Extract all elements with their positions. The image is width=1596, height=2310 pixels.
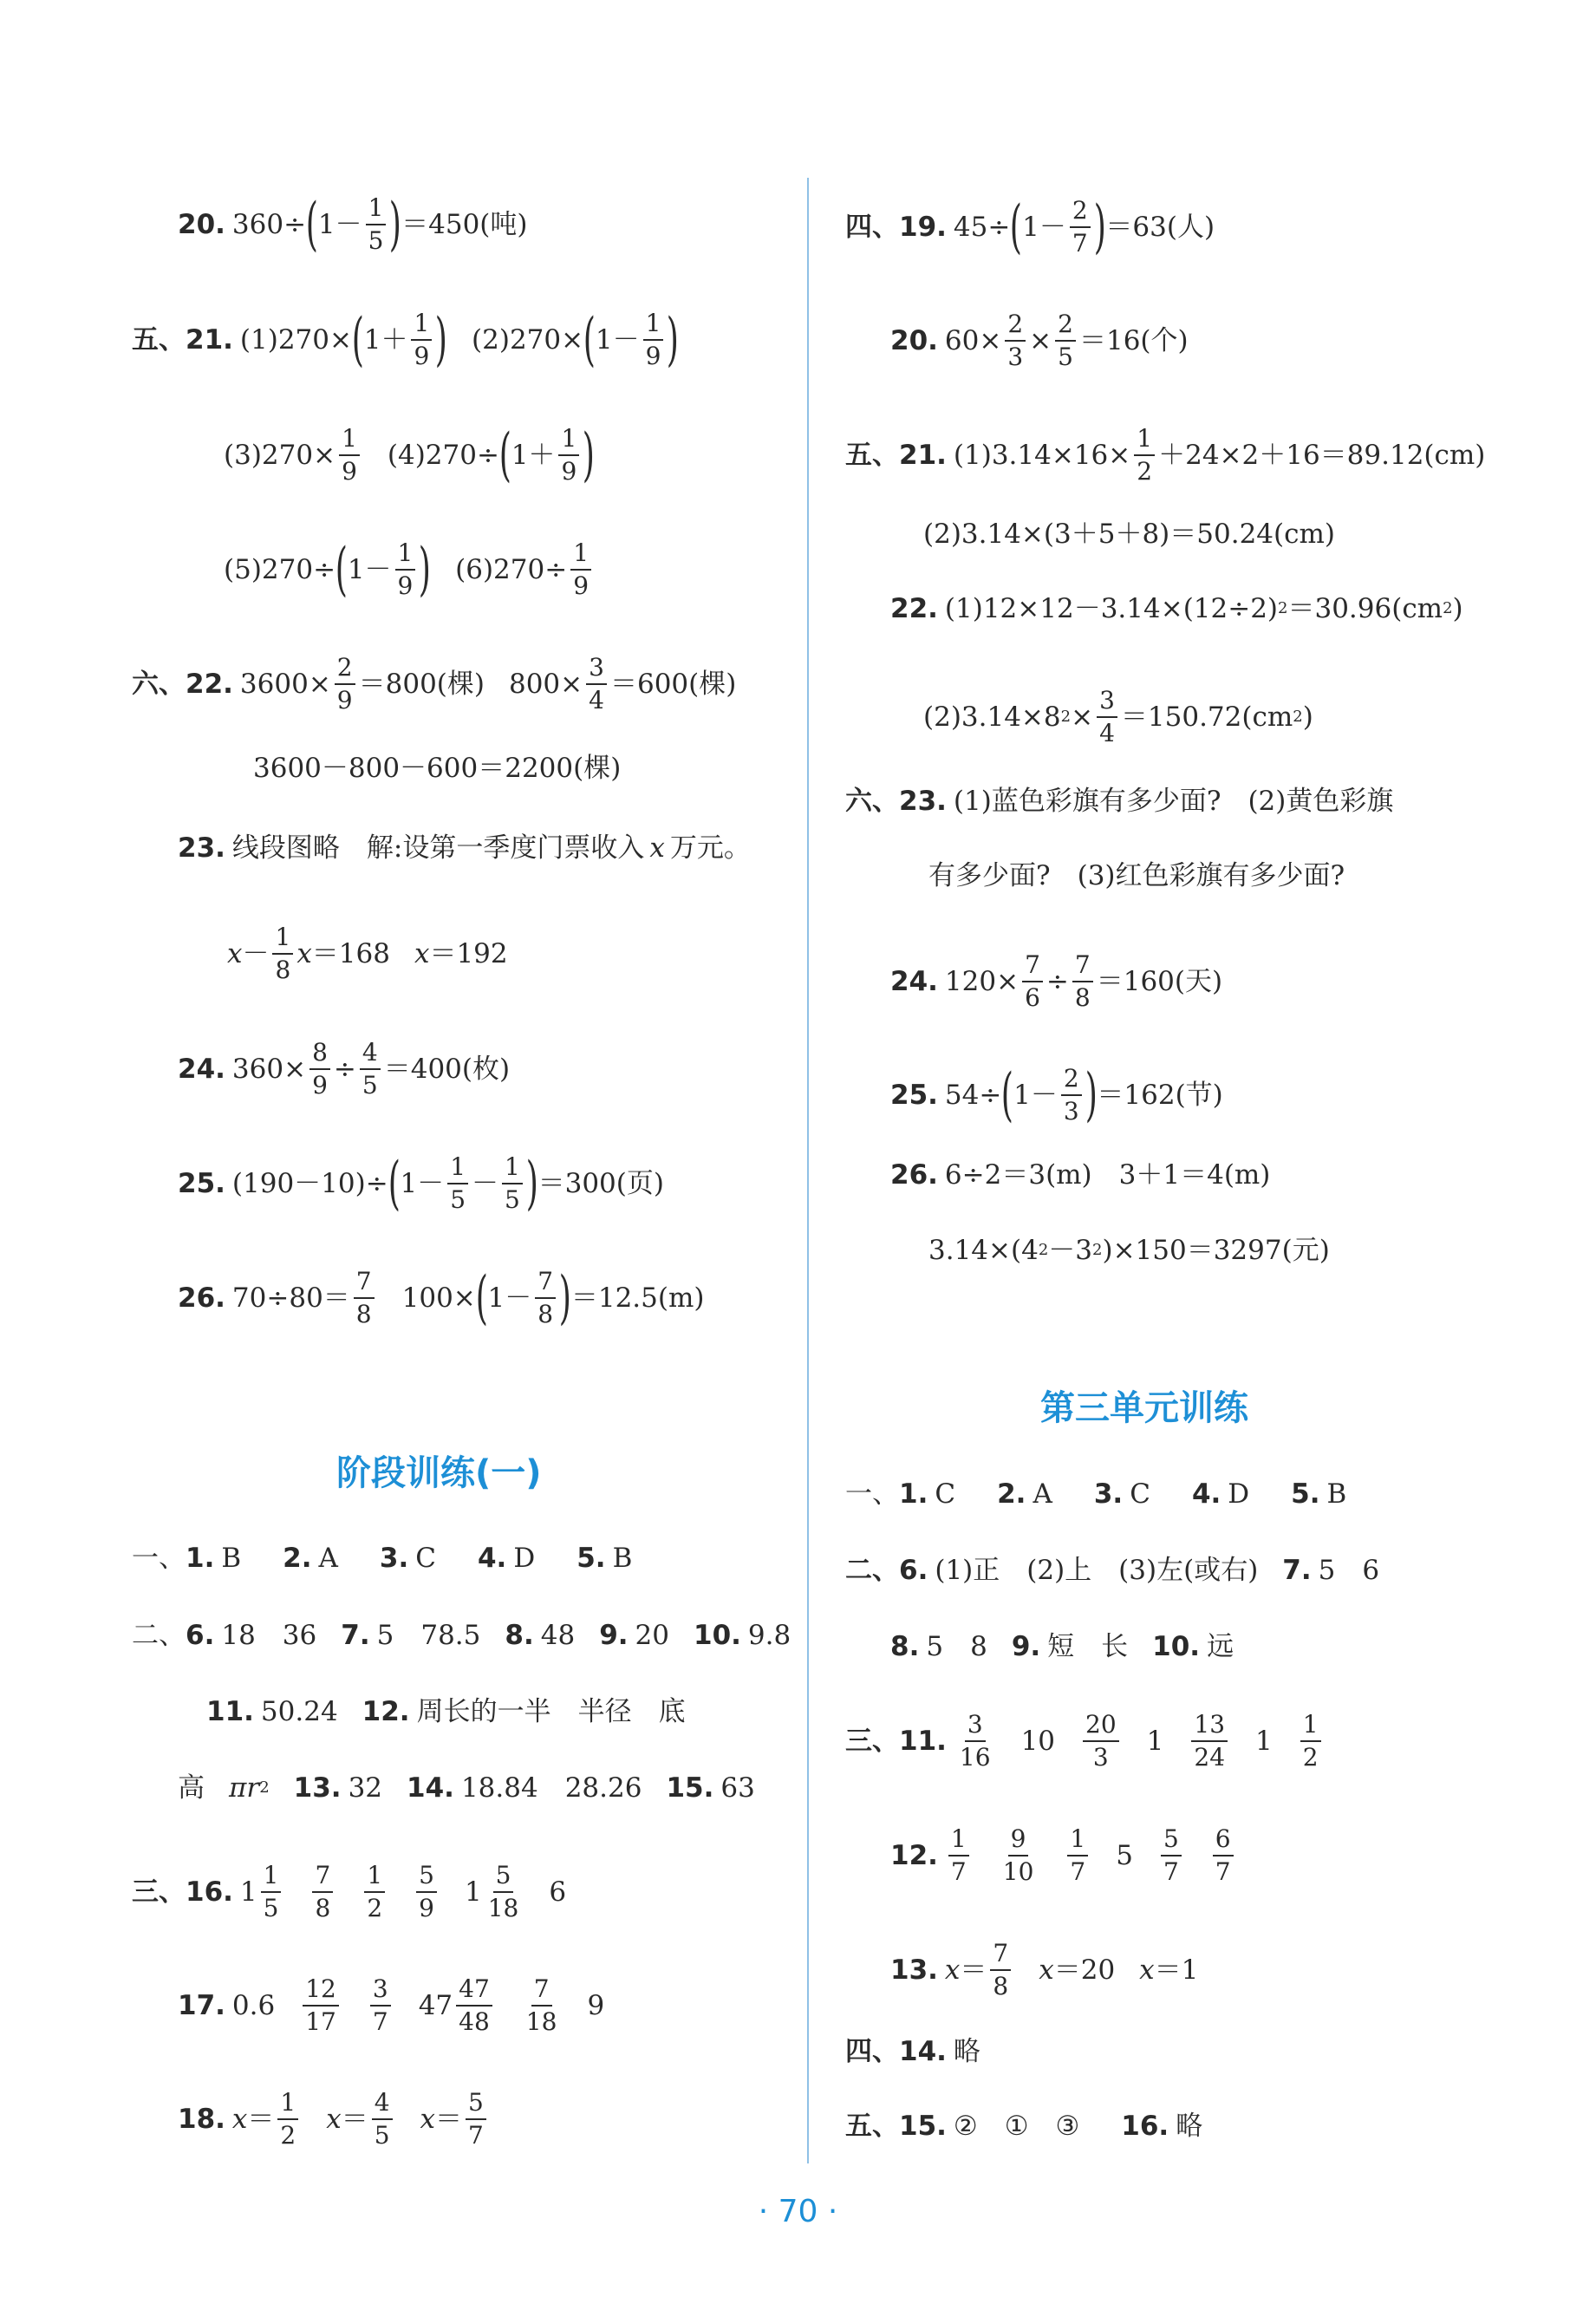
answers-r1-5: 一、 1. C 2. A 3. C 4. D 5. B [845,1478,1347,1510]
answer-21: 五、21. (1)270× ( 1＋ 1 9 ) (2)270× ( 1－ 1 9 ) [132,306,680,373]
answer-r22: 22. (1)12×12－3.14×(12÷2) 2 ＝30.96(cm 2 ) [890,593,1463,624]
answers-6-10: 二、 6. 18 36 7. 5 78.5 8. 48 9. 20 10. 9.8 [132,1620,791,1651]
answer-25: 25. (190－10)÷ ( 1－ 1 5 － 1 5 ) ＝300(页) [178,1150,664,1217]
answers-r12: 12. 1 7 9 10 1 7 5 5 7 6 7 [890,1824,1237,1888]
answers-11-12: 11. 50.24 12. 周长的一半 半径 底 [206,1696,686,1727]
page-number: · 70 · [758,2194,838,2229]
answer-r25: 25. 54÷ ( 1－ 2 3 ) ＝162(节) [890,1061,1223,1128]
section-title-stage-training: 阶段训练(一) [336,1453,542,1493]
answer-23-equation: x － 1 8 x ＝168 x ＝192 [227,923,508,984]
answers-r11: 三、11. 3 16 10 20 3 1 13 24 1 1 2 [845,1709,1325,1773]
answer-r23-line2: 有多少面? (3)红色彩旗有多少面? [928,860,1345,891]
section-title-unit-three: 第三单元训练 [1040,1388,1248,1428]
answer-r26-line2: 3.14×(4 2 －3 2 )×150＝3297(元) [928,1235,1330,1266]
answer-r21-line2: (2)3.14×(3＋5＋8)＝50.24(cm) [923,519,1335,550]
answers-r14: 四、14. 略 [845,2036,980,2067]
answers-18: 18. x ＝ 1 2 x ＝ 4 5 x ＝ 5 7 [178,2087,490,2151]
answers-17: 17. 0.6 12 17 3 7 47 47 48 7 18 9 [178,1974,605,2036]
answers-1-5: 一、 1. B 2. A 3. C 4. D 5. B [132,1543,633,1574]
answers-r13: 13. x ＝ 7 8 x ＝20 x ＝1 [890,1939,1199,2000]
right-column [811,0,1596,2185]
answer-21-line2: (3)270× $\frac{1}{9}$ (4)270÷ ( 1＋ 1 9 ) [224,421,596,488]
answers-r8-10: 8. 5 8 9. 短 长 10. 远 [890,1631,1234,1662]
answer-r20: 20. 60× $\frac{2}{3}$ × $\frac{2}{5}$ ＝16(个) [890,310,1189,371]
answer-r23: 六、23. (1)蓝色彩旗有多少面? (2)黄色彩旗 [845,786,1394,817]
answer-r26: 26. 6÷2＝3(m) 3＋1＝4(m) [890,1159,1271,1191]
answer-r24: 24. 120× $\frac{7}{6}$ ÷ $\frac{7}{8}$ ＝160(天) [890,950,1223,1012]
answer-22: 六、22. 3600× $\frac{2}{9}$ ＝800(棵) 800× $\frac{3}{4}$ ＝600(棵) [132,653,737,715]
answers-12-15: 高 πr 2 13. 32 14. 18.84 28.26 15. 63 [178,1772,755,1804]
answer-26: 26. 70÷80＝ 7 8 100× ( 1－ 7 8 ) ＝12.5(m) [178,1264,705,1331]
answers-r15-16: 五、15. ② ① ③ 16. 略 [845,2111,1203,2142]
answer-r22-line2: (2)3.14×8 2 × $\frac{3}{4}$ ＝150.72(cm 2 ) [923,686,1313,747]
answer-24: 24. 360× $\frac{8}{9}$ ÷ $\frac{4}{5}$ ＝400(枚) [178,1038,511,1100]
left-column [0,0,806,2185]
answer-r19: 四、19. 45÷ ( 1－ 2 7 ) ＝63(人) [845,193,1215,260]
column-divider [807,178,809,2163]
answer-r21: 五、21. (1)3.14×16× $\frac{1}{2}$ ＋24×2＋16＝89.12(cm) [845,424,1486,486]
answer-23: 23. 线段图略 解:设第一季度门票收入 x 万元。 [178,832,751,864]
answers-16: 三、16. 1 1 5 7 8 1 2 5 9 1 5 18 6 [132,1861,567,1922]
answer-22-line2: 3600－800－600＝2200(棵) [253,753,622,784]
answers-r6-7: 二、6. (1)正 (2)上 (3)左(或右) 7. 5 6 [845,1555,1380,1586]
answer-21-line3: (5)270÷ ( 1－ 1 9 ) (6)270÷ $\frac{1}{9}$ [224,538,595,602]
answer-20: 20. 360÷ ( 1－ 1 5 ) ＝450(吨) [178,191,528,258]
